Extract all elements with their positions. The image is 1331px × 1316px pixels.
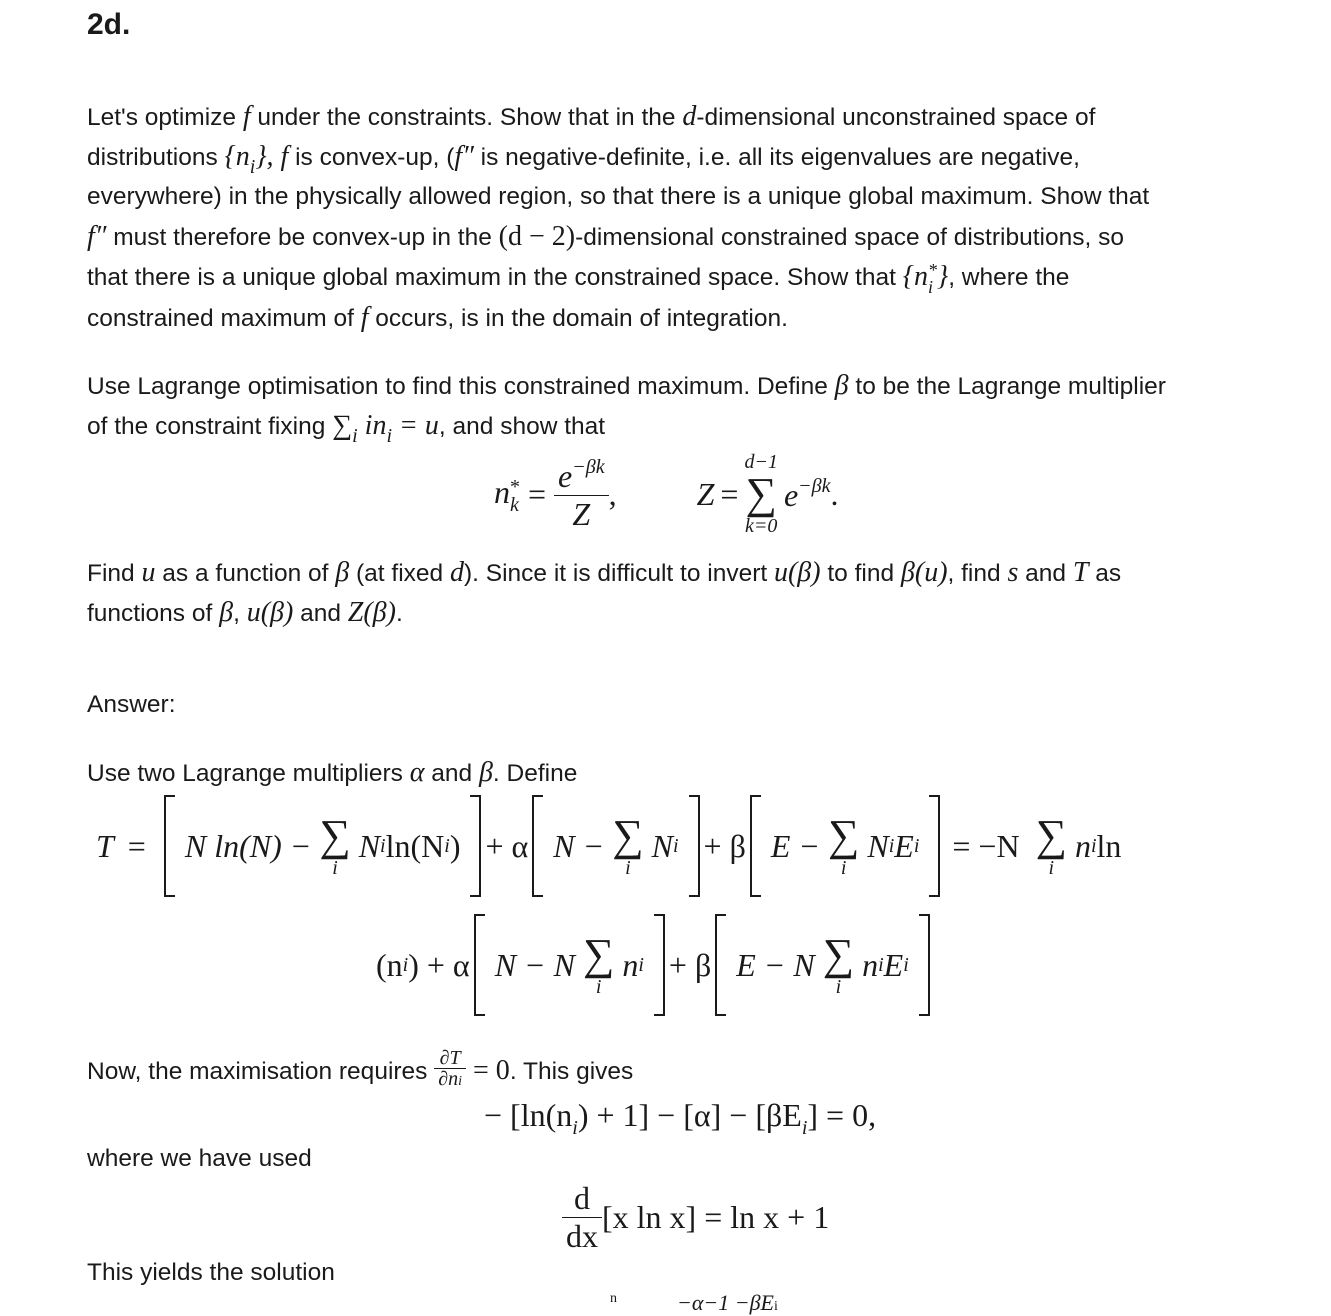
used-line: where we have used xyxy=(87,1145,312,1172)
intro-line-1 xyxy=(87,97,1095,138)
text: is convex-up, ( xyxy=(288,144,455,171)
text: to find xyxy=(820,560,901,587)
math-beta-of-u: β(u) xyxy=(900,557,948,588)
equation-T-definition: T = N ln(N) − ∑ i N i ln(N i ) + α N − ∑ i N i + β E − ∑ i N i E i = −N ∑ i n i ln xyxy=(96,795,1121,897)
text: Find xyxy=(87,560,142,587)
equation-derivative: $\frac{d}{dx}$ [x ln x] = ln x + 1 xyxy=(562,1180,829,1255)
text: constrained maximum of xyxy=(87,305,361,332)
text: under the constraints. Show that in the xyxy=(250,104,683,131)
math-u-of-beta: u(β) xyxy=(773,557,821,588)
text: to be the Lagrange multiplier xyxy=(848,373,1166,400)
text: that there is a unique global maximum in the constrained space. Show that xyxy=(87,264,903,291)
math-f: f xyxy=(280,141,289,172)
text: and xyxy=(1018,560,1073,587)
math-d: d xyxy=(682,101,697,132)
math-fpp: f″ xyxy=(454,141,474,172)
answer-line-1 xyxy=(87,753,577,794)
text: Use two Lagrange multipliers xyxy=(87,760,410,787)
lagrange-line-1 xyxy=(87,366,1166,407)
math-set-ni: $\{n_i\}$ xyxy=(224,141,267,178)
text: -dimensional constrained space of distributions, so xyxy=(575,224,1124,251)
text: (at fixed xyxy=(349,560,450,587)
text: must therefore be convex-up in the xyxy=(106,224,499,251)
math-dT-dni: $\frac{\partial T}{\partial ni}$ xyxy=(434,1048,466,1092)
lagrange-line-2 xyxy=(87,406,605,456)
text: as xyxy=(1088,560,1122,587)
text: Let's optimize xyxy=(87,104,243,131)
math-s: s xyxy=(1007,557,1019,588)
maximisation-line xyxy=(87,1048,633,1092)
math-eq-zero: = 0 xyxy=(466,1055,510,1086)
math-u: u xyxy=(141,557,156,588)
find-u-line-2 xyxy=(87,593,403,634)
text: . xyxy=(395,600,403,627)
text: ). Since it is difficult to invert xyxy=(463,560,774,587)
math-f: f xyxy=(360,302,369,333)
text: everywhere) in the physically allowed region, so that there is a unique global maximum. Show that xyxy=(87,183,1150,210)
text: -dimensional unconstrained space of xyxy=(696,104,1096,131)
text: of the constraint fixing xyxy=(87,413,333,440)
math-beta: β xyxy=(834,370,849,401)
math-comma: , xyxy=(266,141,281,172)
text: , xyxy=(233,600,247,627)
math-constraint: $\sum_i$ $in_i = u$ xyxy=(332,410,439,447)
math-d: d xyxy=(449,557,464,588)
text: , find xyxy=(947,560,1008,587)
math-nstar-set: {n * i } xyxy=(902,260,949,297)
equation-stationarity: − $[\ln(n_i) + 1] - [\alpha] - [\beta E_i] = 0$, xyxy=(484,1097,877,1139)
text: as a function of xyxy=(155,560,336,587)
math-T: T xyxy=(1072,557,1089,588)
text: functions of xyxy=(87,600,220,627)
solution-line: This yields the solution xyxy=(87,1259,335,1286)
text: . Define xyxy=(492,760,578,787)
math-u-of-beta: u(β) xyxy=(246,597,294,628)
intro-line-5 xyxy=(87,257,1069,298)
text: , and show that xyxy=(438,413,606,440)
intro-line-3 xyxy=(87,177,1149,217)
math-Z-of-beta: Z(β) xyxy=(347,597,396,628)
math-fpp: f″ xyxy=(87,221,107,252)
math-beta: β xyxy=(478,757,493,788)
text: distributions xyxy=(87,144,225,171)
text: is negative-definite, i.e. all its eigenvalues are negative, xyxy=(473,144,1080,171)
equation-nk-star: n * k = $\frac{e^{-\beta k}}{Z}$ , Z = d−1 ∑ k=0 $e^{-\beta k}$ . xyxy=(494,451,839,537)
find-u-line-1 xyxy=(87,553,1121,594)
math-beta: β xyxy=(219,597,234,628)
text: and xyxy=(293,600,348,627)
answer-label: Answer: xyxy=(87,691,176,718)
intro-line-6 xyxy=(87,298,788,339)
equation-T-continuation: (n i ) + α N − N ∑ i n i + β E − N ∑ i n i E i xyxy=(376,914,934,1016)
math-d-minus-2: (d − 2) xyxy=(498,221,576,252)
equation-solution-partial: $^n$ −α−1 −βEi xyxy=(610,1290,778,1315)
math-f: f xyxy=(242,101,251,132)
text: occurs, is in the domain of integration. xyxy=(368,305,788,332)
text: and xyxy=(424,760,479,787)
text: . This gives xyxy=(509,1058,634,1085)
section-heading: 2d. xyxy=(87,8,131,41)
text: Now, the maximisation requires xyxy=(87,1058,435,1085)
math-alpha: α xyxy=(409,757,425,788)
math-beta: β xyxy=(335,557,350,588)
text: , where the xyxy=(948,264,1070,291)
text: Use Lagrange optimisation to find this constrained maximum. Define xyxy=(87,373,835,400)
intro-line-4 xyxy=(87,217,1124,258)
